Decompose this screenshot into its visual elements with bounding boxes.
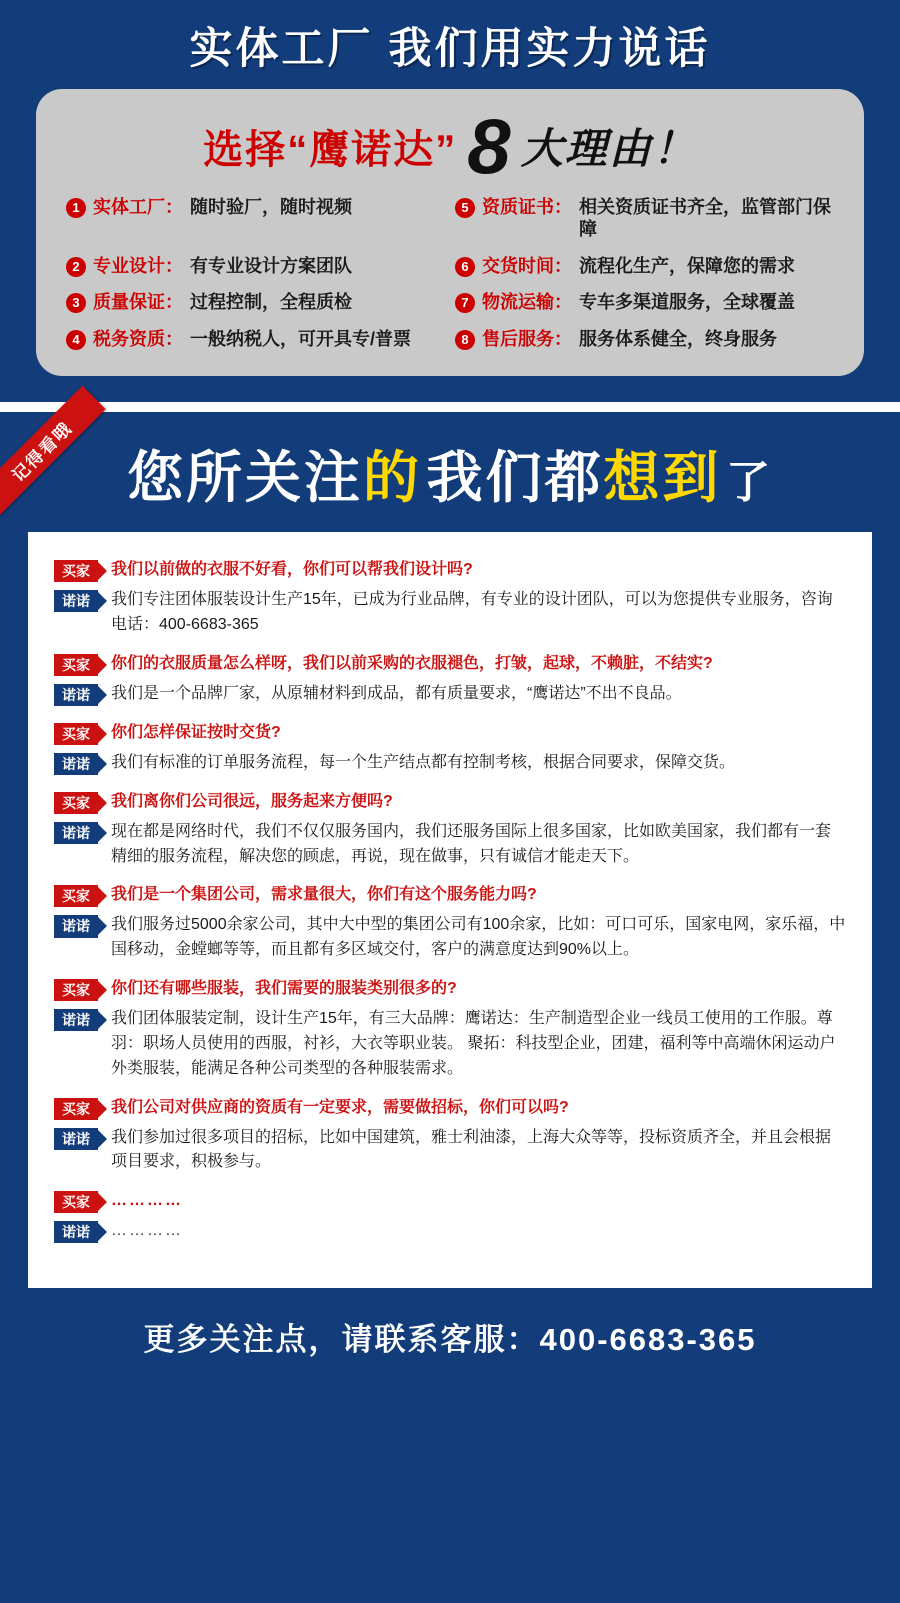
faq-title-part-2: 的 bbox=[363, 446, 423, 510]
reason-text: 服务体系健全，终身服务 bbox=[579, 328, 777, 349]
faq-title-part-5: 了 bbox=[725, 458, 773, 508]
answer-text: 我们服务过5000余家公司，其中大中型的集团公司有100余家，比如：可口可乐，国家电网，家乐福，中国移动，金螳螂等等，而且都有多区域交付，客户的满意度达到90%以上。 bbox=[111, 916, 846, 959]
reply-tag: 诺诺 bbox=[54, 1009, 98, 1031]
reasons-box bbox=[36, 89, 864, 376]
reason-text: 专车多渠道服务，全球覆盖 bbox=[579, 292, 795, 313]
headline-black: 大理由！ bbox=[520, 125, 697, 173]
reason-label: 税务资质： bbox=[93, 328, 183, 349]
buyer-tag: 买家 bbox=[54, 979, 98, 1001]
qa-item bbox=[54, 1189, 846, 1244]
faq-title bbox=[0, 412, 900, 532]
reason-label: 实体工厂： bbox=[93, 196, 183, 217]
answer-text: 我们是一个品牌厂家，从原辅材料到成品，都有质量要求，“鹰诺达”不出不良品。 bbox=[111, 684, 682, 702]
answer-line bbox=[54, 913, 846, 963]
reply-tag: 诺诺 bbox=[54, 1128, 98, 1150]
question-text: 我们以前做的衣服不好看，你们可以帮我们设计吗? bbox=[111, 561, 473, 579]
question-text: 我们公司对供应商的资质有一定要求，需要做招标，你们可以吗? bbox=[111, 1098, 569, 1116]
faq-title-part-1: 您所关注 bbox=[127, 446, 364, 510]
faq-section bbox=[0, 412, 900, 1385]
buyer-tag: 买家 bbox=[54, 560, 98, 582]
buyer-tag: 买家 bbox=[54, 885, 98, 907]
reason-text: 过程控制，全程质检 bbox=[190, 292, 352, 313]
buyer-tag: 买家 bbox=[54, 1191, 98, 1213]
buyer-tag: 买家 bbox=[54, 1098, 98, 1120]
headline-red: 选择“鹰诺达” bbox=[203, 127, 458, 172]
question-line bbox=[54, 721, 846, 745]
reason-item bbox=[455, 255, 834, 278]
banner-title: 实体工厂 我们用实力说话 bbox=[189, 25, 711, 73]
answer-text: 我们有标准的订单服务流程，每一个生产结点都有控制考核，根据合同要求，保障交货。 bbox=[111, 753, 736, 771]
reason-label: 专业设计： bbox=[93, 255, 183, 276]
answer-line bbox=[54, 820, 846, 870]
buyer-tag: 买家 bbox=[54, 723, 98, 745]
reason-text: 有专业设计方案团队 bbox=[190, 255, 352, 276]
corner-ribbon: 记得看哦 bbox=[0, 386, 106, 515]
reason-number-badge: 5 bbox=[455, 198, 475, 218]
question-line bbox=[54, 1096, 846, 1120]
answer-text: 我们参加过很多项目的招标，比如中国建筑，雅士利油漆，上海大众等等，投标资质齐全，并且会根据项目要求，积极参与。 bbox=[111, 1128, 832, 1171]
qa-item bbox=[54, 790, 846, 870]
reason-number-badge: 2 bbox=[66, 257, 86, 277]
reason-item bbox=[66, 196, 445, 241]
reply-tag: 诺诺 bbox=[54, 684, 98, 706]
reason-label: 物流运输： bbox=[482, 292, 572, 313]
reasons-headline bbox=[66, 102, 834, 195]
question-text: 你们的衣服质量怎么样呀，我们以前采购的衣服褪色，打皱，起球，不赖脏，不结实? bbox=[111, 654, 713, 672]
reason-text: 相关资质证书齐全，监管部门保障 bbox=[579, 196, 831, 240]
faq-title-part-4: 想到 bbox=[603, 446, 722, 510]
answer-line bbox=[54, 588, 846, 638]
reply-tag: 诺诺 bbox=[54, 822, 98, 844]
question-text: 我们是一个集团公司，需求量很大，你们有这个服务能力吗? bbox=[111, 886, 537, 904]
question-line bbox=[54, 790, 846, 814]
reply-tag: 诺诺 bbox=[54, 1221, 98, 1243]
reason-label: 售后服务： bbox=[482, 328, 572, 349]
question-line bbox=[54, 1189, 846, 1213]
question-line bbox=[54, 883, 846, 907]
reply-tag: 诺诺 bbox=[54, 915, 98, 937]
question-text: ………… bbox=[111, 1192, 183, 1210]
faq-footer-contact: 更多关注点，请联系客服：400-6683-365 bbox=[143, 1322, 757, 1358]
question-line bbox=[54, 558, 846, 582]
reason-number-badge: 4 bbox=[66, 330, 86, 350]
headline-number: 8 bbox=[467, 102, 511, 191]
reason-label: 资质证书： bbox=[482, 196, 572, 217]
reason-number-badge: 6 bbox=[455, 257, 475, 277]
answer-line bbox=[54, 751, 846, 776]
buyer-tag: 买家 bbox=[54, 654, 98, 676]
section-divider bbox=[0, 402, 900, 412]
reason-label: 交货时间： bbox=[482, 255, 572, 276]
reason-item bbox=[66, 255, 445, 278]
reasons-section bbox=[0, 0, 900, 402]
reason-text: 一般纳税人，可开具专/普票 bbox=[190, 328, 411, 349]
reason-number-badge: 8 bbox=[455, 330, 475, 350]
question-text: 你们怎样保证按时交货? bbox=[111, 723, 281, 741]
answer-text: 我们团体服装定制，设计生产15年，有三大品牌：鹰诺达：生产制造型企业一线员工使用的工作服。尊羽：职场人员使用的西服，衬衫，大衣等职业装。 聚拓：科技型企业，团建，福利等中高端休闲运动户外类服装，能满足各种公司类型的各种服装需求。 bbox=[111, 1010, 836, 1077]
question-line bbox=[54, 652, 846, 676]
answer-text: 我们专注团体服装设计生产15年，已成为行业品牌，有专业的设计团队，可以为您提供专业服务，咨询电话：400-6683-365 bbox=[111, 591, 833, 634]
reasons-grid bbox=[66, 196, 834, 351]
answer-line bbox=[54, 1126, 846, 1176]
reason-item bbox=[455, 291, 834, 314]
qa-item bbox=[54, 977, 846, 1081]
answer-text: 现在都是网络时代，我们不仅仅服务国内，我们还服务国际上很多国家，比如欧美国家，我们都有一套精细的服务流程，解决您的顾虑，再说，现在做事，只有诚信才能走天下。 bbox=[111, 822, 832, 865]
qa-item bbox=[54, 652, 846, 707]
reason-text: 随时验厂，随时视频 bbox=[190, 196, 352, 217]
buyer-tag: 买家 bbox=[54, 792, 98, 814]
answer-line bbox=[54, 682, 846, 707]
reason-item bbox=[66, 328, 445, 351]
reply-tag: 诺诺 bbox=[54, 590, 98, 612]
reply-tag: 诺诺 bbox=[54, 753, 98, 775]
reason-item bbox=[66, 291, 445, 314]
reason-label: 质量保证： bbox=[93, 292, 183, 313]
reason-item bbox=[455, 196, 834, 241]
reason-number-badge: 7 bbox=[455, 293, 475, 313]
qa-item bbox=[54, 1096, 846, 1176]
question-text: 我们离你们公司很远，服务起来方便吗? bbox=[111, 792, 393, 810]
answer-line bbox=[54, 1219, 846, 1244]
faq-title-part-3: 我们都 bbox=[426, 446, 604, 510]
answer-text: ………… bbox=[111, 1222, 183, 1240]
answer-line bbox=[54, 1007, 846, 1081]
question-text: 你们还有哪些服装，我们需要的服装类别很多的? bbox=[111, 980, 457, 998]
qa-item bbox=[54, 721, 846, 776]
reason-number-badge: 1 bbox=[66, 198, 86, 218]
reason-text: 流程化生产，保障您的需求 bbox=[579, 255, 795, 276]
reason-number-badge: 3 bbox=[66, 293, 86, 313]
question-line bbox=[54, 977, 846, 1001]
qa-item bbox=[54, 883, 846, 963]
reason-item bbox=[455, 328, 834, 351]
qa-item bbox=[54, 558, 846, 638]
faq-card bbox=[28, 532, 872, 1288]
